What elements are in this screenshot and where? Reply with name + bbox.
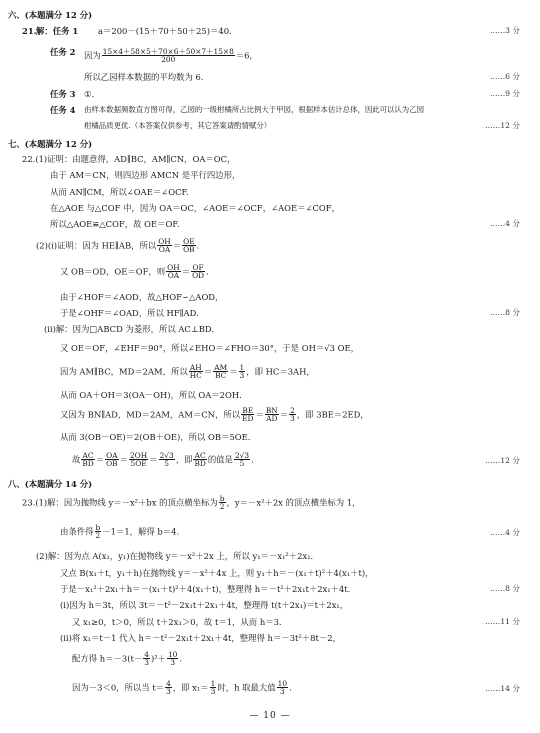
task-text: 所以乙园样本数据的平均数为 6.: [84, 72, 204, 82]
fraction: [210, 680, 217, 696]
text-suffix: .: [196, 240, 200, 251]
q23-line-5: [0, 585, 540, 596]
solution-text: 又 x₁≥0，t＞0，所以 t＋2x₁＞0，故 t＝1，从而 h＝3.: [72, 617, 282, 627]
task-text: ①.: [84, 89, 95, 99]
math-expression: 又 OB＝OD，OE＝OF，则 $\frac{OH}{OA}$ ＝ $\frac{OF}{OD}$ .: [60, 263, 209, 281]
fraction-numerator: BN: [265, 406, 278, 415]
q23-line-3: [0, 552, 540, 563]
text-prefix: 因为: [84, 50, 101, 61]
math-expression: [60, 524, 179, 540]
fraction: [81, 452, 94, 468]
fraction-numerator: 2OH: [129, 451, 148, 460]
solution-text: 从而 AN∥CM，所以∠OAE＝∠OCF.: [50, 187, 189, 197]
section-seven-header: [0, 140, 540, 151]
fraction-numerator: 10: [277, 679, 288, 688]
q21-task4b-line: [0, 122, 540, 133]
text-mid: 时，h 取最大值: [217, 682, 276, 693]
fraction: [166, 264, 181, 280]
text-prefix: 故: [72, 454, 81, 465]
q22-line-8: [0, 293, 540, 304]
task-label: 任务 4: [50, 105, 76, 115]
fraction: [289, 407, 296, 423]
text-mid: ，即 x₁＝: [172, 682, 209, 693]
fraction-numerator: AC: [194, 451, 206, 460]
text-prefix: 因为 AM∥BC，MD＝2AM，所以: [60, 366, 188, 377]
text-suffix: .: [251, 454, 254, 465]
fraction: [182, 238, 196, 254]
q22-line-10: [0, 325, 540, 336]
fraction-denominator: 2: [219, 502, 225, 512]
q22-line-15: [0, 433, 540, 444]
fraction-numerator: OH: [167, 263, 180, 272]
fraction-denominator: OA: [158, 245, 171, 255]
q22-line-1: [0, 155, 540, 166]
task-label: 解：任务 1: [36, 26, 79, 36]
fraction-numerator: 1: [239, 363, 245, 372]
task-text: 柑橘品质更优.（本答案仅供参考，其它答案请酌情赋分）: [84, 121, 272, 130]
fraction-numerator: AM: [214, 363, 228, 372]
text-suffix: ＝6,: [235, 50, 253, 61]
q23-line-10: [0, 680, 540, 700]
q22-line-13: [0, 391, 540, 402]
text-prefix: 又 OB＝OD，OE＝OF，则: [60, 266, 166, 277]
math-expression: [72, 651, 182, 667]
math-expression: 故 $\frac{AC}{BD}$ ＝ $\frac{OA}{OB}$ ＝ $\frac{2OH}{5OE}$ ＝ $\frac{2√3}{5}$ ，即 $\frac{AC}{BD}$ 的值是 $\frac{2√3}{5}$ .: [72, 451, 254, 469]
fraction-denominator: OB: [106, 459, 118, 469]
score-mark: ……12 分: [485, 456, 520, 465]
score-mark: ……14 分: [485, 684, 520, 693]
fraction-denominator: OD: [192, 271, 205, 281]
q22-line-3: [0, 188, 540, 199]
fraction-denominator: 200: [161, 55, 176, 65]
q22-line-5: [0, 220, 540, 231]
text-paren: (t－: [127, 653, 143, 664]
text-mid: ，即: [175, 454, 193, 465]
fraction: [219, 495, 226, 511]
q22-line-4: [0, 204, 540, 215]
task-text: 由样本数据频数直方图可得，乙园的一级柑橘所占比例大于甲园，根据样本估计总体，因此可以认为乙园: [84, 105, 424, 114]
section-title: 八、(本题满分 14 分): [8, 479, 93, 489]
solution-text: 又点 B(x₁＋t，y₁＋h)在抛物线 y＝－x²＋4x 上，则 y₁＋h＝－(x₁＋t)²＋4(x₁＋t)，: [60, 568, 374, 578]
fraction: [129, 452, 148, 468]
fraction-denominator: 5: [164, 459, 169, 469]
q22-line-11: [0, 344, 540, 355]
math-expression: [22, 495, 361, 511]
solution-text: 于是∠OHF＝∠OAD，所以 HF∥AD.: [60, 308, 199, 318]
q22-line-2: [0, 171, 540, 182]
q21-task3-line: [0, 90, 540, 101]
solution-text: (ⅰ)因为 h＝3t，所以 3t＝－t²－2x₁t＋2x₁＋4t，整理得 t(t＋2x₁)＝t＋2x₁，: [60, 600, 349, 610]
math-expression: [84, 48, 252, 64]
score-mark: ……11 分: [485, 617, 520, 626]
fraction-denominator: OB: [183, 245, 195, 255]
solution-text: 于是－x₁²＋2x₁＋h＝－(x₁＋t)²＋4(x₁＋t)，整理得 h＝－t²＋2x₁t＋2x₁＋4t.: [60, 584, 351, 594]
fraction-denominator: 5OE: [130, 459, 147, 469]
text-prefix: 23.(1)解：因为抛物线 y＝－x²＋bx 的顶点横坐标为: [22, 497, 218, 508]
fraction: [102, 48, 235, 64]
fraction-denominator: HC: [189, 371, 202, 381]
fraction-denominator: 3: [144, 658, 149, 668]
text-prefix: 又因为 BN∥AD，MD＝2AM，AM＝CN，所以: [60, 409, 241, 420]
fraction-denominator: 5: [239, 459, 245, 469]
fraction-denominator: ED: [242, 414, 254, 424]
section-title: 六、(本题满分 12 分): [8, 10, 93, 20]
text-prefix: (2)(ⅰ)证明：因为 HE∥AB，所以: [36, 240, 157, 251]
score-mark: ……4 分: [489, 528, 520, 537]
text-suffix: ，即 HC＝3AH，: [246, 366, 315, 377]
fraction: [159, 452, 175, 468]
fraction: [265, 407, 279, 423]
text-paren: )²＋: [150, 653, 166, 664]
text-prefix: 因为－3＜0，所以当 t＝: [72, 682, 165, 693]
fraction-numerator: AC: [82, 451, 94, 460]
fraction-numerator: OA: [106, 451, 118, 460]
q22-line-9: [0, 309, 540, 320]
fraction-numerator: 2√3: [234, 451, 250, 460]
text-suffix: －1＝1，解得 b＝4.: [102, 526, 180, 537]
math-expression: [72, 680, 292, 696]
fraction-numerator: b: [95, 523, 101, 532]
solution-text: (2)解：因为点 A(x₁，y₁)在抛物线 y＝－x²＋2x 上，所以 y₁＝－x₁²＋2x₁.: [36, 551, 314, 561]
fraction: [143, 651, 150, 667]
fraction-denominator: BD: [194, 459, 206, 469]
q23-line-7: [0, 618, 540, 629]
q22-line-12: [0, 364, 540, 382]
fraction-denominator: 2: [95, 531, 101, 541]
fraction-denominator: BC: [215, 371, 227, 381]
page-number: — 10 —: [249, 711, 291, 721]
fraction-numerator: BE: [242, 406, 254, 415]
text-suffix: .: [206, 266, 209, 277]
text-prefix: 由条件得: [60, 526, 94, 537]
fraction-denominator: 3: [166, 687, 171, 697]
math-expression: 又因为 BN∥AD，MD＝2AM，AM＝CN，所以 $\frac{BE}{ED}$ ＝ $\frac{BN}{AD}$ ＝ $\frac{2}{3}$ ，即 3BE＝2ED，: [60, 406, 369, 424]
fraction-numerator: 4: [166, 679, 171, 688]
fraction-numerator: b: [219, 494, 225, 503]
math-expression: 因为 AM∥BC，MD＝2AM，所以 $\frac{AH}{HC}$ ＝ $\frac{AM}{BC}$ ＝ $\frac{1}{3}$ ，即 HC＝3AH，: [60, 363, 315, 381]
q21-task1-line: [0, 27, 540, 38]
fraction: [167, 651, 178, 667]
section-six-header: [0, 11, 540, 22]
fraction: [189, 364, 203, 380]
solution-text: 22.(1)证明：由题意得，AD∥BC，AM∥CN，OA＝OC，: [22, 154, 236, 164]
solution-text: 由于∠HOF＝∠AOD，故△HOF∽△AOD，: [60, 292, 224, 302]
score-mark: ……4 分: [489, 219, 520, 228]
fraction-denominator: AD: [266, 414, 278, 424]
fraction-numerator: 1: [210, 679, 216, 688]
q21-task4-line: [0, 106, 540, 117]
solution-text: 在△AOE 与△COF 中，因为 OA＝OC，∠AOE＝∠OCF，∠AOE＝∠COF，: [50, 203, 340, 213]
fraction-numerator: 2√3: [159, 451, 174, 460]
text-prefix: 配方得 h＝－3: [72, 653, 128, 664]
text-suffix: .: [179, 653, 183, 664]
fraction-denominator: 3: [280, 687, 285, 697]
text-suffix: .: [289, 682, 292, 693]
score-mark: ……9 分: [489, 89, 520, 98]
q23-line-2: [0, 524, 540, 544]
fraction-numerator: OE: [183, 237, 195, 246]
q22-line-6: [0, 238, 540, 256]
score-mark: ……12 分: [485, 121, 520, 130]
fraction-denominator: 3: [290, 414, 295, 424]
fraction: [213, 364, 228, 380]
fraction-denominator: 3: [170, 658, 176, 668]
math-expression: (2)(ⅰ)证明：因为 HE∥AB，所以 $\frac{OH}{OA}$ ＝ $\frac{OE}{OB}$ .: [36, 237, 200, 255]
solution-text: (ⅱ)将 x₁＝t－1 代入 h＝－t²－2x₁t＋2x₁＋4t，整理得 h＝－3t²＋8t－2，: [60, 633, 341, 643]
fraction: [157, 238, 172, 254]
fraction: [277, 680, 288, 696]
q22-line-14: [0, 407, 540, 425]
q23-line-4: [0, 569, 540, 580]
fraction-denominator: 3: [210, 687, 216, 697]
solution-text: (ⅱ)解：因为□ABCD 为菱形，所以 AC⊥BD.: [44, 324, 214, 334]
q22-line-16: [0, 452, 540, 472]
fraction: [105, 452, 119, 468]
fraction-denominator: OA: [167, 271, 180, 281]
q22-line-7: [0, 264, 540, 282]
fraction: [193, 452, 206, 468]
fraction: [234, 452, 250, 468]
solution-text: 所以△AOE≌△COF，故 OE＝OF.: [50, 219, 180, 229]
fraction-denominator: 3: [239, 371, 245, 381]
fraction: [165, 680, 172, 696]
fraction-numerator: AH: [189, 363, 202, 372]
fraction-numerator: OF: [192, 263, 204, 272]
section-title: 七、(本题满分 12 分): [8, 139, 93, 149]
section-eight-header: [0, 480, 540, 491]
score-mark: ……8 分: [489, 308, 520, 317]
task-label: 任务 2: [50, 47, 76, 57]
task-label: 任务 3: [50, 89, 76, 99]
score-mark: ……3 分: [489, 26, 520, 35]
fraction-numerator: 15×4＋58×5＋70×6＋50×7＋15×8: [102, 47, 234, 56]
solution-text: 又 OE＝OF，∠EHF＝90°，所以∠EHO＝∠FHO＝30°，于是 OH＝√3 OE，: [60, 343, 359, 353]
score-mark: ……6 分: [489, 72, 520, 81]
question-number: 21.: [22, 26, 37, 36]
q23-line-1: [0, 495, 540, 515]
q23-line-8: [0, 634, 540, 645]
q23-line-9: [0, 651, 540, 671]
q21-task2b-line: [0, 73, 540, 84]
task-text: a＝200－(15＋70＋50＋25)＝40.: [98, 26, 232, 36]
q21-task2-line: [0, 45, 540, 63]
q23-line-6: [0, 601, 540, 612]
solution-text: 从而 OA＋OH＝3(OA－OH)，所以 OA＝2OH.: [60, 390, 242, 400]
fraction-numerator: OH: [158, 237, 171, 246]
fraction-numerator: 10: [167, 650, 178, 659]
text-suffix: ，y＝－x²＋2x 的顶点横坐标为 1，: [226, 497, 361, 508]
fraction: [239, 364, 246, 380]
fraction: [191, 264, 205, 280]
solution-text: 由于 AM＝CN，则四边形 AMCN 是平行四边形，: [50, 170, 241, 180]
fraction: [241, 407, 254, 423]
fraction-denominator: BD: [82, 459, 94, 469]
text-suffix: ，即 3BE＝2ED，: [296, 409, 369, 420]
solution-text: 从而 3(OB－OE)＝2(OB＋OE)，所以 OB＝5OE.: [60, 432, 251, 442]
score-mark: ……8 分: [489, 584, 520, 593]
text-mid: 的值是: [207, 454, 233, 465]
fraction-numerator: 2: [290, 406, 295, 415]
fraction-numerator: 4: [144, 650, 149, 659]
fraction: [95, 524, 102, 540]
